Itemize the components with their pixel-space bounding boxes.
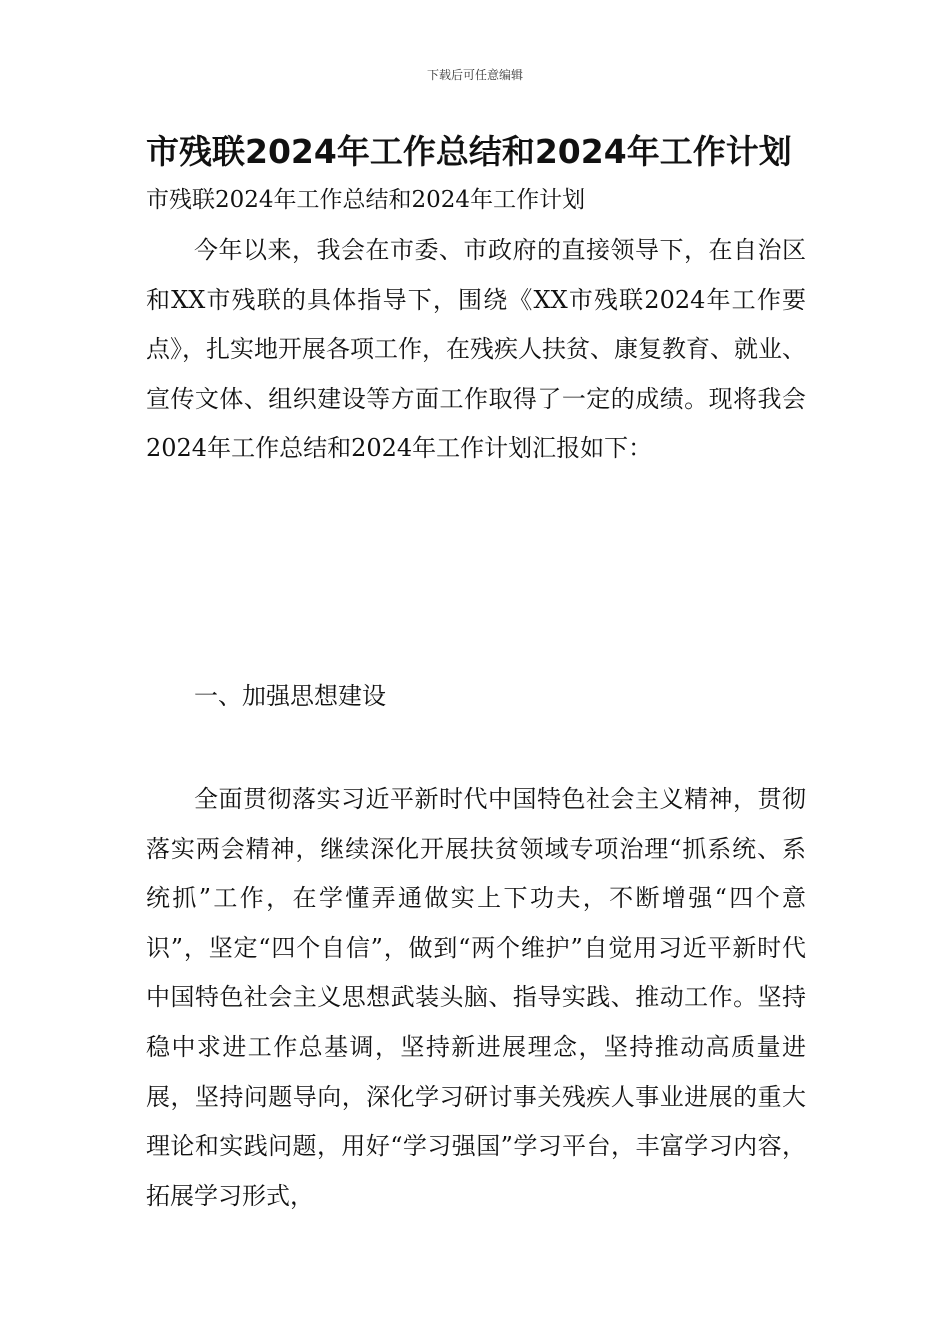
section-heading: 一、加强思想建设 (194, 682, 386, 710)
header-note: 下载后可任意编辑 (426, 68, 523, 82)
section-paragraph: 全面贯彻落实习近平新时代中国特色社会主义精神，贯彻落实两会精神，继续深化开展扶贫领域专项治理“抓系统、系统抓”工作，在学懂弄通做实上下功夫，不断增强“四个意识”，坚定“四个自信”，做到“两个维护”自觉用习近平新时代中国特色社会主义思想武装头脑、指导实践、推动工作。坚持稳中求进工作总基调，坚持新进展理念，坚持推动高质量进展，坚持问题导向，深化学习研讨事关残疾人事业进展的重大理论和实践问题，用好“学习强国”学习平台，丰富学习内容，拓展学习形式， (146, 785, 806, 1210)
intro-paragraph: 今年以来，我会在市委、市政府的直接领导下，在自治区和XX市残联的具体指导下，围绕《XX市残联2024年工作要点》，扎实地开展各项工作，在残疾人扶贫、康复教育、就业、宣传文体、组织建设等方面工作取得了一定的成绩。现将我会2024年工作总结和2024年工作计划汇报如下： (146, 236, 806, 463)
document-title: 市残联2024年工作总结和2024年工作计划 (146, 132, 792, 171)
document-subtitle: 市残联2024年工作总结和2024年工作计划 (146, 187, 586, 213)
